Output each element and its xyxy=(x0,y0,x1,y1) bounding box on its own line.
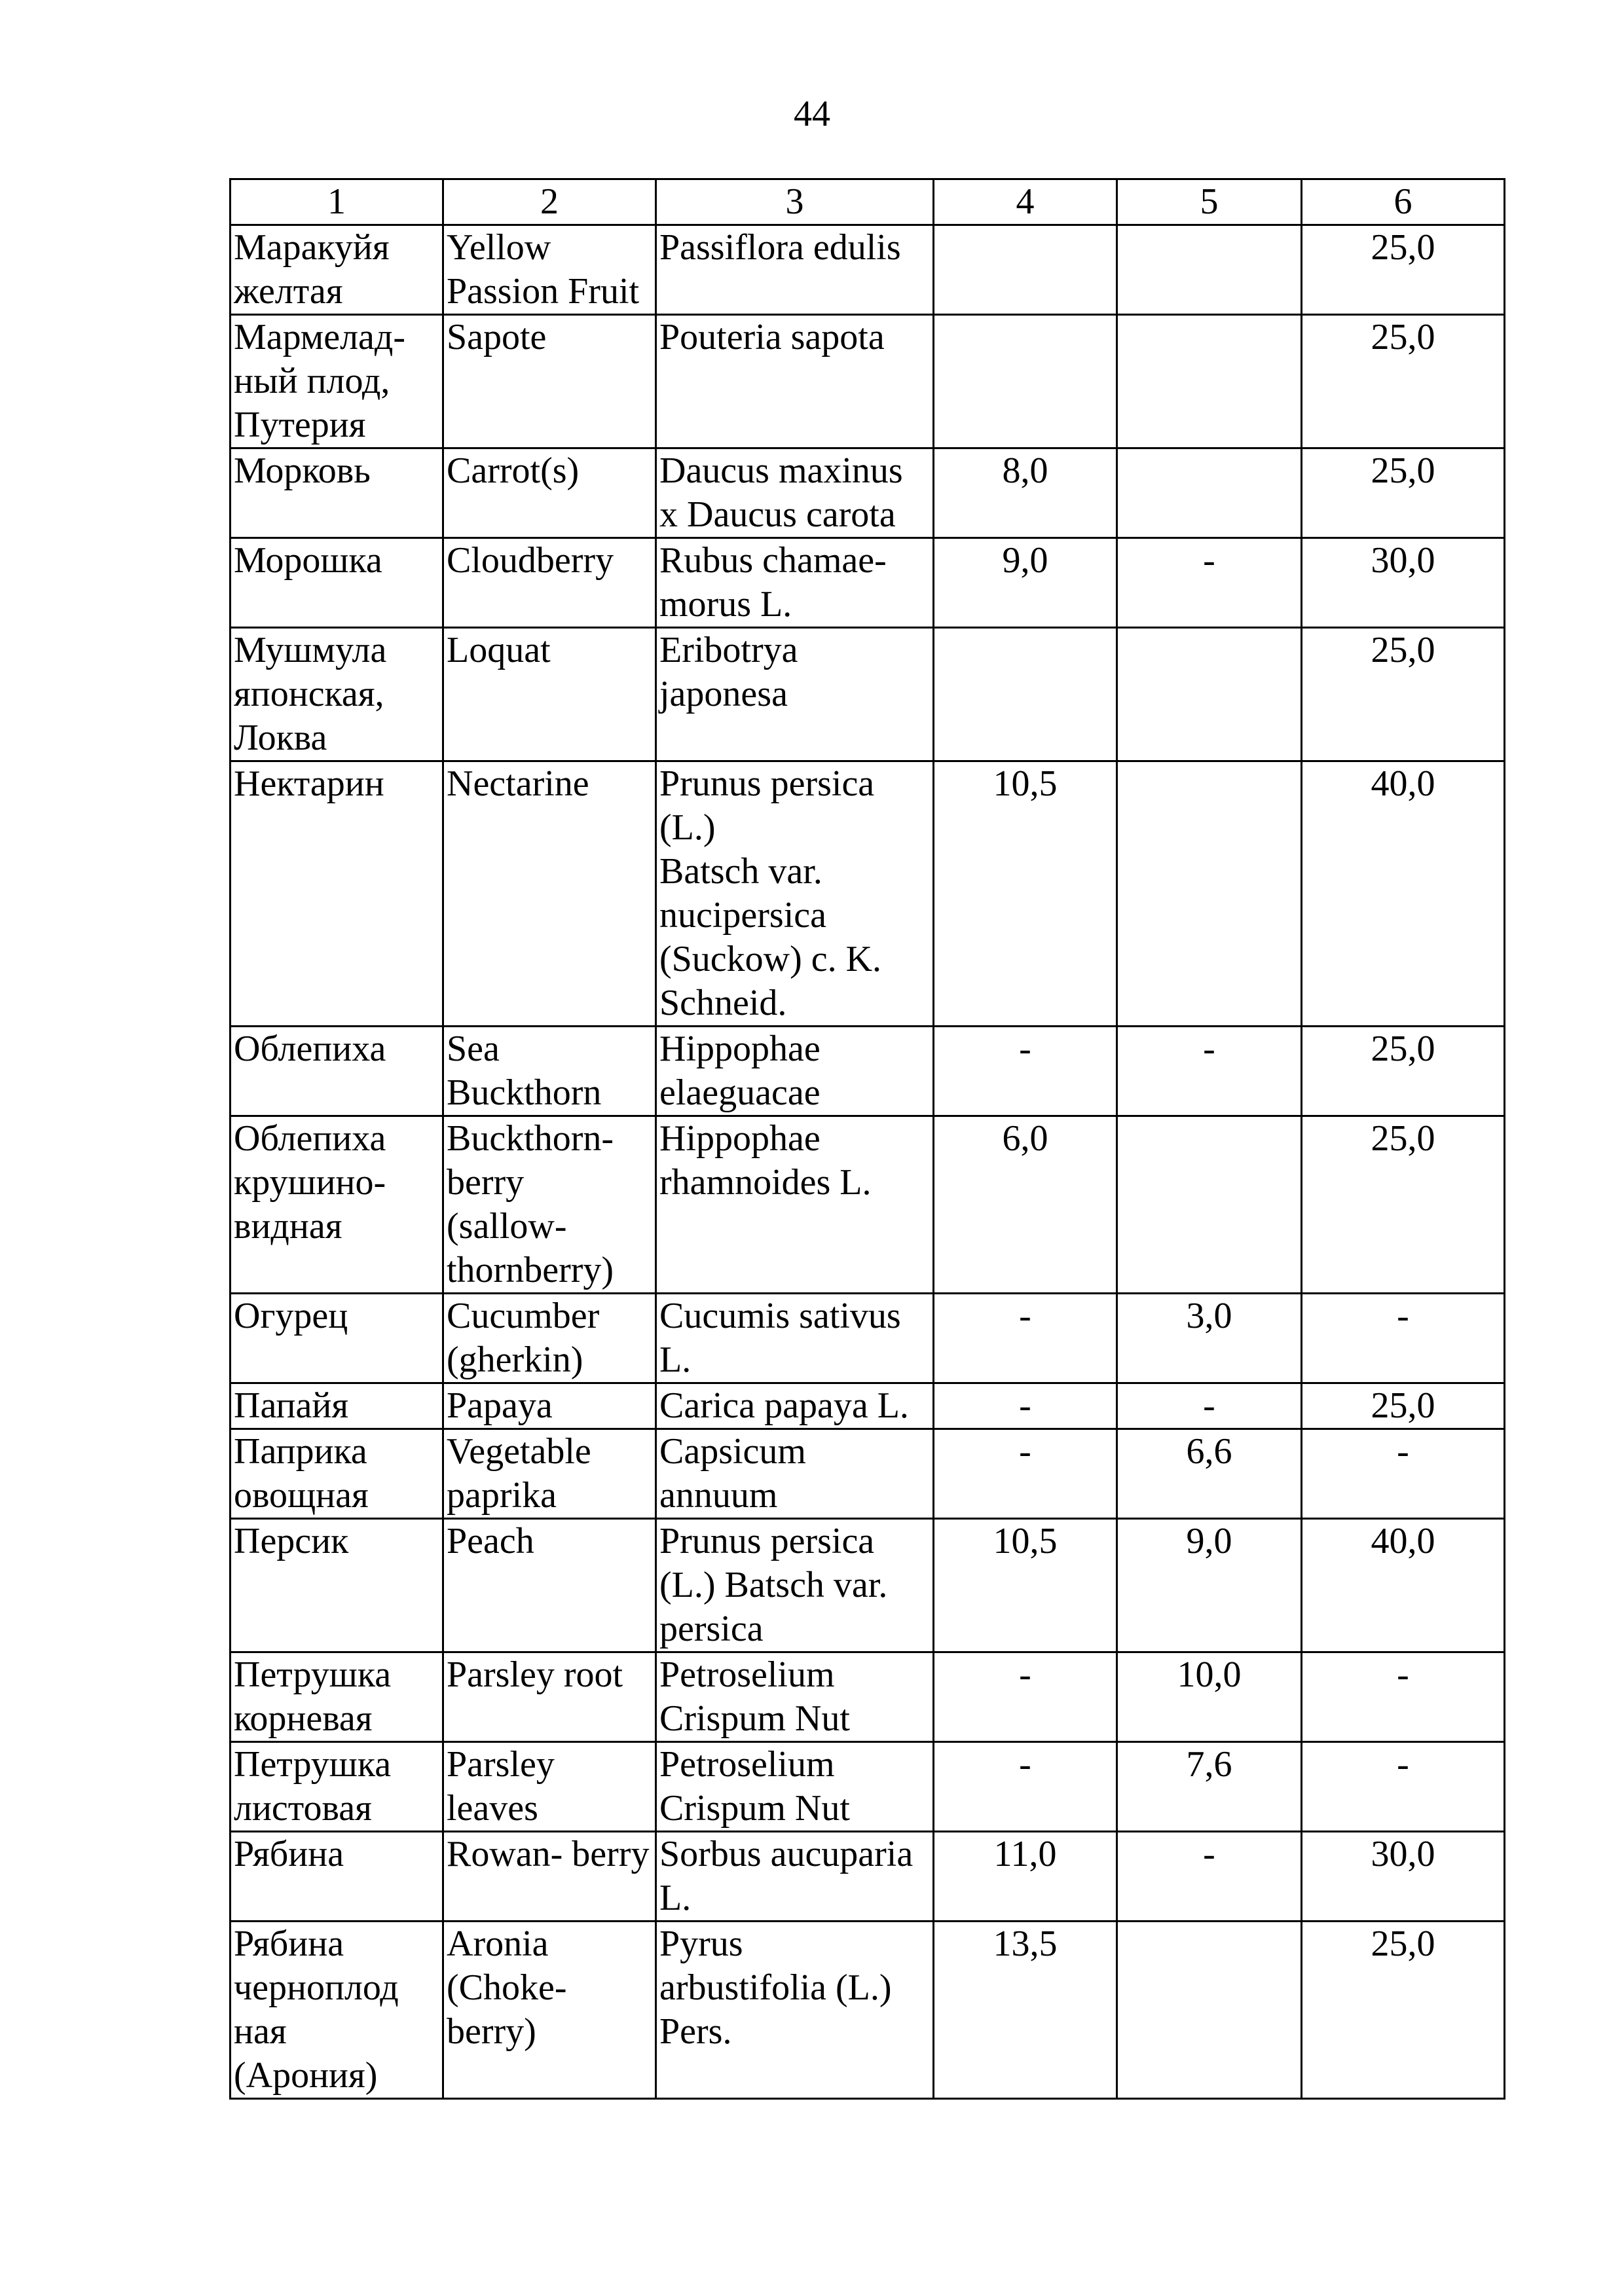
column-4-cell: - xyxy=(934,1383,1117,1429)
russian-name-text: Рябина черноплод ная (Арония) xyxy=(234,1923,399,2096)
table-row xyxy=(231,1027,1505,1116)
column-5-cell: - xyxy=(1117,1832,1302,1922)
column-6-cell: - xyxy=(1302,1294,1505,1383)
table-row xyxy=(231,1832,1505,1922)
english-name-cell xyxy=(443,1429,656,1519)
russian-name-cell xyxy=(231,1922,443,2099)
column-4-cell: 6,0 xyxy=(934,1116,1117,1294)
latin-name-cell xyxy=(656,315,934,448)
latin-name-cell xyxy=(656,538,934,628)
russian-name-cell xyxy=(231,1742,443,1832)
russian-name-text: Папайя xyxy=(234,1385,349,1426)
table-row xyxy=(231,538,1505,628)
column-header-6: 6 xyxy=(1302,179,1505,225)
russian-name-cell xyxy=(231,761,443,1027)
russian-name-cell xyxy=(231,1383,443,1429)
column-4-cell: - xyxy=(934,1652,1117,1742)
table-row xyxy=(231,1383,1505,1429)
table-row xyxy=(231,761,1505,1027)
latin-name-cell xyxy=(656,1652,934,1742)
english-name-cell xyxy=(443,628,656,761)
column-4-cell: - xyxy=(934,1742,1117,1832)
english-name-text: Parsley leaves xyxy=(447,1744,555,1829)
latin-name-text: Hippophae rhamnoides L. xyxy=(659,1118,872,1203)
table-row xyxy=(231,1294,1505,1383)
column-4-cell: 10,5 xyxy=(934,1519,1117,1652)
russian-name-text: Огурец xyxy=(234,1296,348,1336)
column-6-cell: 25,0 xyxy=(1302,1922,1505,2099)
english-name-text: Buckthorn- berry (sallow- thornberry) xyxy=(447,1118,614,1290)
english-name-cell xyxy=(443,1294,656,1383)
column-header-4: 4 xyxy=(934,179,1117,225)
english-name-text: Rowan- berry xyxy=(447,1834,650,1874)
column-header-2: 2 xyxy=(443,179,656,225)
column-6-cell: 25,0 xyxy=(1302,315,1505,448)
column-6-cell: - xyxy=(1302,1742,1505,1832)
russian-name-cell xyxy=(231,628,443,761)
latin-name-cell xyxy=(656,225,934,315)
latin-name-cell xyxy=(656,1429,934,1519)
column-5-cell xyxy=(1117,225,1302,315)
table-body xyxy=(231,179,1505,2099)
russian-name-text: Морковь xyxy=(234,450,371,491)
column-6-cell: - xyxy=(1302,1429,1505,1519)
column-6-cell: 30,0 xyxy=(1302,538,1505,628)
latin-name-text: Daucus maxinus x Daucus carota xyxy=(659,450,903,535)
column-6-cell: 40,0 xyxy=(1302,1519,1505,1652)
russian-name-text: Нектарин xyxy=(234,763,384,804)
english-name-text: Nectarine xyxy=(447,763,589,804)
russian-name-cell xyxy=(231,1652,443,1742)
russian-name-text: Петрушка листовая xyxy=(234,1744,392,1829)
column-6-cell: 25,0 xyxy=(1302,225,1505,315)
column-6-cell: 30,0 xyxy=(1302,1832,1505,1922)
latin-name-text: Cucumis sativus L. xyxy=(659,1296,901,1380)
english-name-text: Loquat xyxy=(447,630,551,670)
latin-name-text: Pyrus arbustifolia (L.) Pers. xyxy=(659,1923,892,2052)
english-name-text: Sapote xyxy=(447,317,547,357)
column-4-cell: 9,0 xyxy=(934,538,1117,628)
table-row xyxy=(231,1519,1505,1652)
english-name-cell xyxy=(443,1519,656,1652)
latin-name-text: Prunus persica (L.) Batsch var. persica xyxy=(659,1521,888,1649)
english-name-text: Yellow Passion Fruit xyxy=(447,227,640,312)
russian-name-cell xyxy=(231,448,443,538)
column-4-cell: 10,5 xyxy=(934,761,1117,1027)
russian-name-text: Рябина xyxy=(234,1834,344,1874)
english-name-cell xyxy=(443,1832,656,1922)
english-name-cell xyxy=(443,1383,656,1429)
column-6-cell: 40,0 xyxy=(1302,761,1505,1027)
latin-name-text: Eribotrya japonesa xyxy=(659,630,798,714)
russian-name-cell xyxy=(231,1294,443,1383)
latin-name-cell xyxy=(656,1519,934,1652)
russian-name-text: Мушмула японская, Локва xyxy=(234,630,387,758)
english-name-cell xyxy=(443,1742,656,1832)
latin-name-text: Rubus chamae- morus L. xyxy=(659,540,887,625)
column-5-cell: 6,6 xyxy=(1117,1429,1302,1519)
table-row xyxy=(231,315,1505,448)
column-6-cell: 25,0 xyxy=(1302,448,1505,538)
russian-name-cell xyxy=(231,315,443,448)
column-4-cell: 13,5 xyxy=(934,1922,1117,2099)
english-name-cell xyxy=(443,1652,656,1742)
column-4-cell: 11,0 xyxy=(934,1832,1117,1922)
english-name-cell xyxy=(443,315,656,448)
column-4-cell: 8,0 xyxy=(934,448,1117,538)
latin-name-cell xyxy=(656,1294,934,1383)
table-row xyxy=(231,1922,1505,2099)
russian-name-cell xyxy=(231,1832,443,1922)
russian-name-cell xyxy=(231,225,443,315)
english-name-text: Sea Buckthorn xyxy=(447,1029,602,1113)
column-5-cell: 10,0 xyxy=(1117,1652,1302,1742)
english-name-text: Peach xyxy=(447,1521,534,1561)
column-5-cell: 7,6 xyxy=(1117,1742,1302,1832)
column-5-cell xyxy=(1117,761,1302,1027)
english-name-cell xyxy=(443,538,656,628)
table-row xyxy=(231,225,1505,315)
english-name-cell xyxy=(443,1116,656,1294)
russian-name-cell xyxy=(231,1027,443,1116)
column-5-cell xyxy=(1117,448,1302,538)
column-5-cell: 3,0 xyxy=(1117,1294,1302,1383)
english-name-text: Papaya xyxy=(447,1385,553,1426)
latin-name-cell xyxy=(656,1116,934,1294)
english-name-text: Carrot(s) xyxy=(447,450,580,491)
column-4-cell: - xyxy=(934,1429,1117,1519)
column-5-cell xyxy=(1117,1116,1302,1294)
latin-name-text: Sorbus aucuparia L. xyxy=(659,1834,913,1918)
table-row xyxy=(231,1116,1505,1294)
latin-name-text: Petroselium Crispum Nut xyxy=(659,1654,850,1739)
table-row xyxy=(231,1652,1505,1742)
column-4-cell xyxy=(934,315,1117,448)
column-4-cell: - xyxy=(934,1294,1117,1383)
english-name-text: Vegetable paprika xyxy=(447,1431,591,1516)
column-header-5: 5 xyxy=(1117,179,1302,225)
russian-name-text: Облепиха крушино- видная xyxy=(234,1118,386,1247)
latin-name-text: Petroselium Crispum Nut xyxy=(659,1744,850,1829)
russian-name-cell xyxy=(231,1429,443,1519)
latin-name-cell xyxy=(656,448,934,538)
column-5-cell: - xyxy=(1117,1027,1302,1116)
column-5-cell: - xyxy=(1117,538,1302,628)
latin-name-cell xyxy=(656,1922,934,2099)
english-name-cell xyxy=(443,1027,656,1116)
column-6-cell: - xyxy=(1302,1652,1505,1742)
column-5-cell xyxy=(1117,315,1302,448)
russian-name-text: Персик xyxy=(234,1521,349,1561)
column-6-cell: 25,0 xyxy=(1302,1383,1505,1429)
russian-name-text: Паприка овощная xyxy=(234,1431,369,1516)
russian-name-text: Облепиха xyxy=(234,1029,386,1069)
latin-name-text: Capsicum annuum xyxy=(659,1431,806,1516)
russian-name-text: Петрушка корневая xyxy=(234,1654,392,1739)
table-row xyxy=(231,448,1505,538)
fruit-vegetable-table xyxy=(229,178,1505,2100)
english-name-text: Cucumber (gherkin) xyxy=(447,1296,600,1380)
column-header-1: 1 xyxy=(231,179,443,225)
latin-name-cell xyxy=(656,1027,934,1116)
russian-name-cell xyxy=(231,538,443,628)
column-6-cell: 25,0 xyxy=(1302,1027,1505,1116)
column-6-cell: 25,0 xyxy=(1302,1116,1505,1294)
table-row xyxy=(231,1742,1505,1832)
russian-name-text: Морошка xyxy=(234,540,382,581)
table-row xyxy=(231,628,1505,761)
english-name-text: Cloudberry xyxy=(447,540,614,581)
page-number: 44 xyxy=(794,94,830,134)
latin-name-text: Passiflora edulis xyxy=(659,227,901,268)
latin-name-cell xyxy=(656,1383,934,1429)
latin-name-cell xyxy=(656,1832,934,1922)
column-6-cell: 25,0 xyxy=(1302,628,1505,761)
latin-name-cell xyxy=(656,1742,934,1832)
latin-name-text: Hippophae elaeguacae xyxy=(659,1029,821,1113)
column-5-cell xyxy=(1117,628,1302,761)
english-name-text: Aronia (Choke- berry) xyxy=(447,1923,567,2052)
column-5-cell xyxy=(1117,1922,1302,2099)
column-header-3: 3 xyxy=(656,179,934,225)
english-name-cell xyxy=(443,761,656,1027)
russian-name-text: Маракуйя желтая xyxy=(234,227,390,312)
latin-name-text: Carica papaya L. xyxy=(659,1385,909,1426)
russian-name-cell xyxy=(231,1519,443,1652)
english-name-text: Parsley root xyxy=(447,1654,623,1695)
column-4-cell xyxy=(934,628,1117,761)
column-4-cell: - xyxy=(934,1027,1117,1116)
latin-name-text: Pouteria sapota xyxy=(659,317,885,357)
column-5-cell: - xyxy=(1117,1383,1302,1429)
column-5-cell: 9,0 xyxy=(1117,1519,1302,1652)
latin-name-text: Prunus persica (L.) Batsch var. nucipersica (Suckow) c. K. Schneid. xyxy=(659,763,882,1023)
column-4-cell xyxy=(934,225,1117,315)
english-name-cell xyxy=(443,225,656,315)
latin-name-cell xyxy=(656,628,934,761)
table-row xyxy=(231,1429,1505,1519)
latin-name-cell xyxy=(656,761,934,1027)
russian-name-text: Мармелад- ный плод, Путерия xyxy=(234,317,406,445)
english-name-cell xyxy=(443,448,656,538)
table-header-row xyxy=(231,179,1505,225)
english-name-cell xyxy=(443,1922,656,2099)
russian-name-cell xyxy=(231,1116,443,1294)
